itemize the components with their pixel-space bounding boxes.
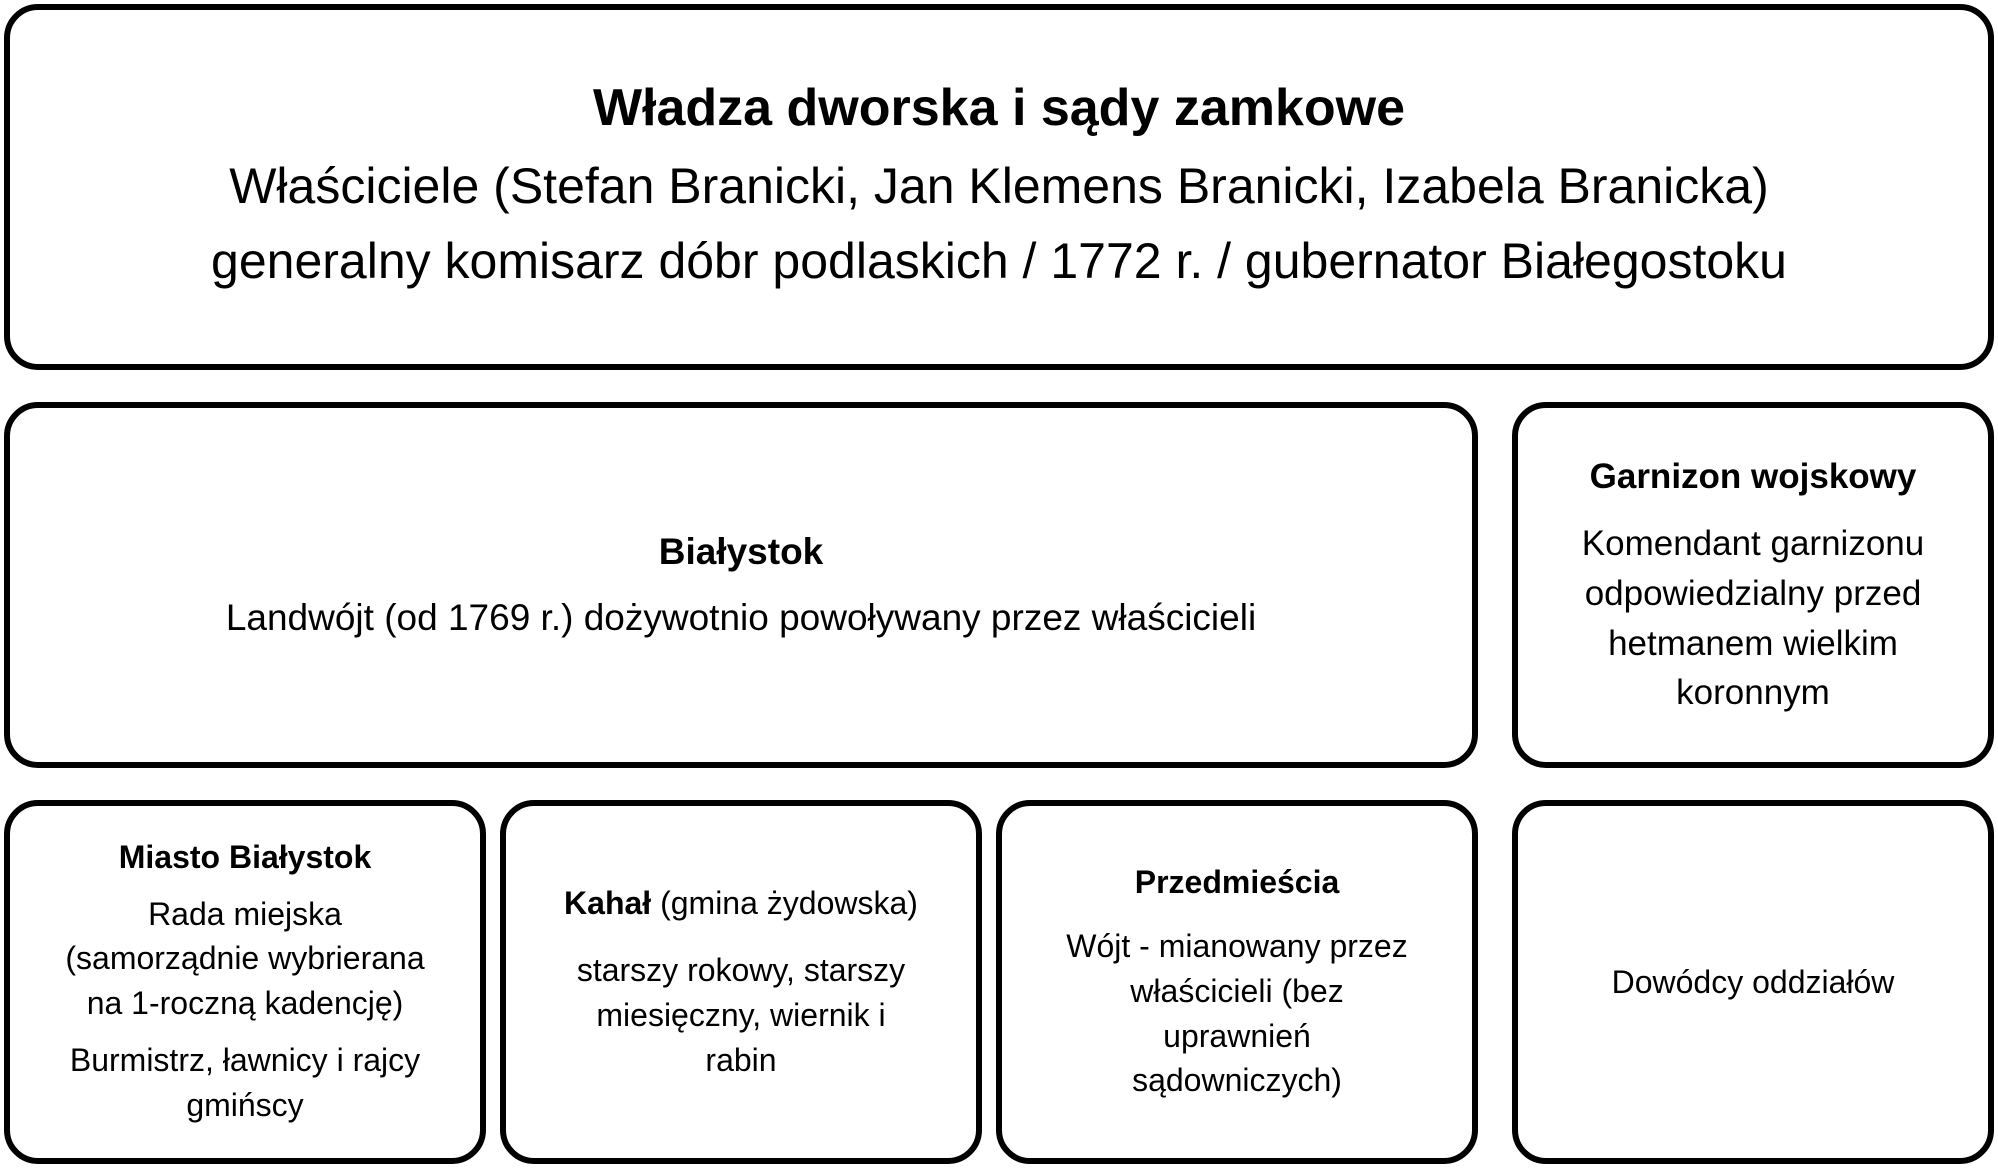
kahal-line-1: starszy rokowy, starszy [576, 952, 906, 989]
miasto-line-1: Rada miejska [148, 895, 342, 932]
kahal-subtitle: (gmina żydowska) [651, 885, 918, 922]
miasto-line-4: Burmistrz, ławnicy i rajcy [69, 1041, 421, 1078]
dowodcy-box [1512, 800, 1994, 1164]
garnizon-line-2: odpowiedzialny przed [1584, 573, 1922, 613]
miasto-box [4, 800, 486, 1164]
bialystok-landwojt-line: Landwójt (od 1769 r.) dożywotnio powoływany przez właścicieli [225, 597, 1257, 638]
garnizon-line-1: Komendant garnizonu [1581, 524, 1925, 564]
przedmiescia-line-4: sądowniczych) [1132, 1062, 1342, 1099]
przedmiescia-title: Przedmieścia [1134, 863, 1340, 900]
miasto-line-5: gmińscy [186, 1086, 304, 1123]
bialystok-title: Białystok [658, 531, 824, 573]
garnizon-title: Garnizon wojskowy [1589, 457, 1917, 497]
miasto-line-3: na 1-roczną kadencję) [86, 985, 404, 1022]
top-box [4, 4, 1994, 370]
bialystok-box [4, 402, 1478, 768]
miasto-title: Miasto Białystok [118, 839, 372, 876]
przedmiescia-line-3: uprawnień [1163, 1017, 1311, 1054]
garnizon-line-4: koronnym [1676, 673, 1830, 713]
kahal-line-2: miesięczny, wiernik i [596, 997, 886, 1033]
przedmiescia-line-2: właścicieli (bez [1130, 972, 1344, 1009]
przedmiescia-box [996, 800, 1478, 1164]
przedmiescia-line-1: Wójt - mianowany przez [1066, 928, 1408, 964]
kahal-title: Kahał [564, 885, 652, 922]
miasto-line-2: (samorządnie wybrierana [65, 940, 425, 977]
kahal-heading [564, 881, 918, 926]
top-title: Władza dworska i sądy zamkowe [592, 78, 1406, 137]
kahal-box [500, 800, 982, 1164]
garnizon-box [1512, 402, 1994, 768]
top-commissioner-line: generalny komisarz dóbr podlaskich / 1772 r. / gubernator Białegostoku [211, 232, 1787, 289]
garnizon-line-3: hetmanem wielkim [1608, 623, 1898, 663]
kahal-line-3: rabin [705, 1041, 777, 1078]
top-owners-line: Właściciele (Stefan Branicki, Jan Klemens Branicki, Izabela Branicka) [229, 157, 1769, 214]
dowodcy-line: Dowódcy oddziałów [1611, 963, 1895, 1000]
